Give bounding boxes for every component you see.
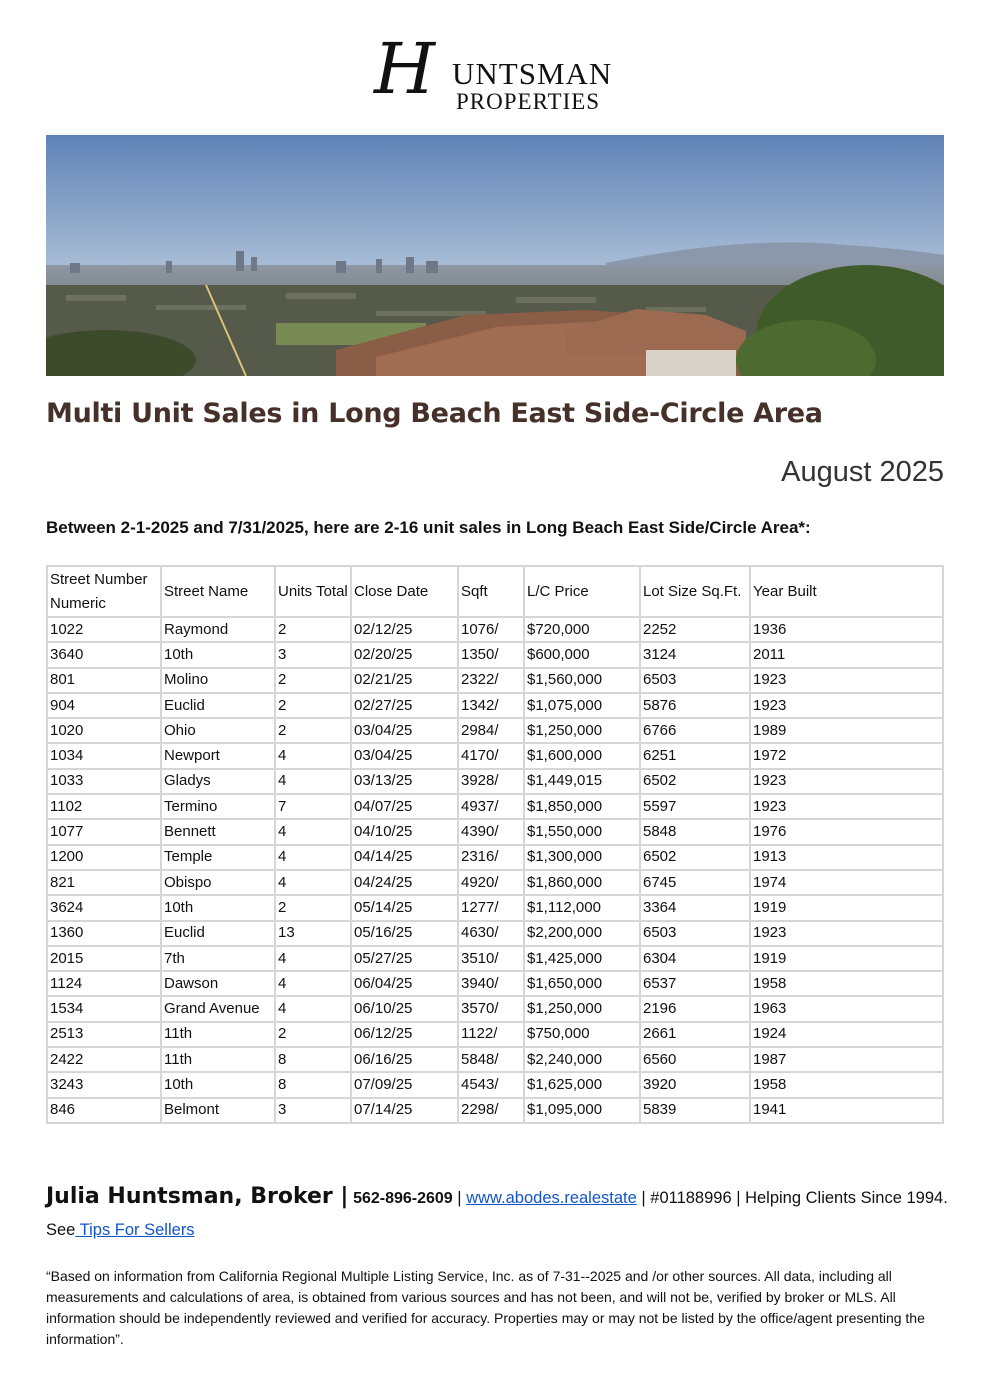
tips-line: [46, 1221, 195, 1240]
cell-close-date: 06/12/25: [351, 1022, 458, 1047]
cell-year-built: 1958: [750, 1072, 943, 1097]
cell-close-date: 03/04/25: [351, 718, 458, 743]
table-body: [47, 617, 943, 1123]
cell-street-number: 846: [47, 1098, 161, 1123]
cell-price: $1,075,000: [524, 693, 640, 718]
header-units-total: Units Total: [275, 566, 351, 617]
table-row: [47, 1098, 943, 1123]
cell-lot-size: 6766: [640, 718, 750, 743]
tips-prefix: See: [46, 1221, 76, 1239]
cell-year-built: 1923: [750, 693, 943, 718]
cell-street-name: 10th: [161, 1072, 275, 1097]
cell-price: $1,850,000: [524, 794, 640, 819]
cell-price: $1,425,000: [524, 946, 640, 971]
cell-sqft: 3510/: [458, 946, 524, 971]
cell-close-date: 06/10/25: [351, 996, 458, 1021]
header-year-built: Year Built: [750, 566, 943, 617]
cell-sqft: 2984/: [458, 718, 524, 743]
cell-year-built: 1923: [750, 794, 943, 819]
cell-price: $1,250,000: [524, 996, 640, 1021]
cell-year-built: 1924: [750, 1022, 943, 1047]
cell-street-name: Molino: [161, 668, 275, 693]
cell-price: $1,112,000: [524, 895, 640, 920]
cell-street-name: 10th: [161, 895, 275, 920]
cell-lot-size: 5839: [640, 1098, 750, 1123]
table-row: [47, 642, 943, 667]
cell-lot-size: 5848: [640, 819, 750, 844]
report-date: August 2025: [781, 456, 944, 488]
cell-units-total: 8: [275, 1072, 351, 1097]
table-header-row: [47, 566, 943, 617]
cell-street-number: 1022: [47, 617, 161, 642]
cell-sqft: 1122/: [458, 1022, 524, 1047]
cell-street-name: Temple: [161, 845, 275, 870]
cell-close-date: 03/04/25: [351, 743, 458, 768]
company-logo: [370, 28, 630, 120]
cell-units-total: 8: [275, 1047, 351, 1072]
cell-close-date: 02/12/25: [351, 617, 458, 642]
cell-street-number: 3640: [47, 642, 161, 667]
cell-street-number: 2422: [47, 1047, 161, 1072]
cell-price: $2,200,000: [524, 921, 640, 946]
cell-price: $600,000: [524, 642, 640, 667]
broker-phone: 562-896-2609: [353, 1190, 453, 1207]
cell-price: $1,449,015: [524, 769, 640, 794]
cell-sqft: 1350/: [458, 642, 524, 667]
cell-lot-size: 2661: [640, 1022, 750, 1047]
cell-year-built: 1958: [750, 971, 943, 996]
cell-units-total: 4: [275, 996, 351, 1021]
cell-year-built: 2011: [750, 642, 943, 667]
cell-year-built: 1941: [750, 1098, 943, 1123]
cell-street-name: Newport: [161, 743, 275, 768]
cell-street-number: 1020: [47, 718, 161, 743]
cell-year-built: 1923: [750, 921, 943, 946]
cell-close-date: 02/27/25: [351, 693, 458, 718]
header-close-date: Close Date: [351, 566, 458, 617]
cell-year-built: 1989: [750, 718, 943, 743]
intro-text: Between 2-1-2025 and 7/31/2025, here are 2-16 unit sales in Long Beach East Side/Circle Area*:: [46, 518, 811, 537]
table-row: [47, 819, 943, 844]
header-sqft: Sqft: [458, 566, 524, 617]
cell-street-name: Gladys: [161, 769, 275, 794]
cell-units-total: 13: [275, 921, 351, 946]
logo-initial: H: [374, 28, 436, 110]
cell-street-number: 3624: [47, 895, 161, 920]
table-row: [47, 718, 943, 743]
footer-license-text: | #01188996 | Helping Clients Since 1994.: [641, 1189, 948, 1207]
page-title: Multi Unit Sales in Long Beach East Side-Circle Area: [46, 398, 823, 429]
cell-price: $750,000: [524, 1022, 640, 1047]
cell-units-total: 2: [275, 1022, 351, 1047]
cell-units-total: 4: [275, 946, 351, 971]
cell-lot-size: 3920: [640, 1072, 750, 1097]
cell-street-number: 1124: [47, 971, 161, 996]
cell-street-name: Ohio: [161, 718, 275, 743]
table-row: [47, 845, 943, 870]
cell-units-total: 4: [275, 971, 351, 996]
cell-lot-size: 5597: [640, 794, 750, 819]
cell-sqft: 2322/: [458, 668, 524, 693]
sales-table: [46, 565, 944, 1124]
table-row: [47, 617, 943, 642]
cell-sqft: 4170/: [458, 743, 524, 768]
cell-year-built: 1923: [750, 668, 943, 693]
banner-photo: [46, 135, 944, 376]
cell-lot-size: 6304: [640, 946, 750, 971]
cell-units-total: 2: [275, 668, 351, 693]
cell-sqft: 2298/: [458, 1098, 524, 1123]
cell-sqft: 1076/: [458, 617, 524, 642]
cell-street-number: 3243: [47, 1072, 161, 1097]
table-row: [47, 693, 943, 718]
cell-price: $1,095,000: [524, 1098, 640, 1123]
header-lot-size: Lot Size Sq.Ft.: [640, 566, 750, 617]
cell-lot-size: 6745: [640, 870, 750, 895]
cell-year-built: 1963: [750, 996, 943, 1021]
cell-street-number: 1033: [47, 769, 161, 794]
cell-close-date: 06/16/25: [351, 1047, 458, 1072]
cell-close-date: 07/14/25: [351, 1098, 458, 1123]
cell-year-built: 1936: [750, 617, 943, 642]
cell-street-name: 11th: [161, 1022, 275, 1047]
cell-year-built: 1987: [750, 1047, 943, 1072]
cell-street-number: 801: [47, 668, 161, 693]
cell-units-total: 4: [275, 819, 351, 844]
cell-sqft: 4543/: [458, 1072, 524, 1097]
cell-lot-size: 3124: [640, 642, 750, 667]
cell-units-total: 3: [275, 1098, 351, 1123]
cell-street-name: 10th: [161, 642, 275, 667]
cell-street-name: 7th: [161, 946, 275, 971]
cell-price: $2,240,000: [524, 1047, 640, 1072]
cell-sqft: 4920/: [458, 870, 524, 895]
cell-sqft: 3940/: [458, 971, 524, 996]
cell-street-name: Dawson: [161, 971, 275, 996]
cell-units-total: 2: [275, 617, 351, 642]
cell-price: $1,560,000: [524, 668, 640, 693]
disclaimer: “Based on information from California Regional Multiple Listing Service, Inc. as of 7-31--2025 and /or other sources. All data, including all measurements and calculations of area, is obtained from various sources and has not been, and will not be, verified by broker or MLS. All information should be independently reviewed and verified for accuracy. Properties may or may not be listed by the office/agent presenting the information”.: [46, 1268, 925, 1347]
cell-year-built: 1976: [750, 819, 943, 844]
cell-price: $1,600,000: [524, 743, 640, 768]
table-row: [47, 971, 943, 996]
cell-street-name: Grand Avenue: [161, 996, 275, 1021]
cell-lot-size: 6502: [640, 769, 750, 794]
cell-year-built: 1919: [750, 946, 943, 971]
cell-street-number: 904: [47, 693, 161, 718]
cell-units-total: 3: [275, 642, 351, 667]
cell-units-total: 2: [275, 693, 351, 718]
cell-price: $1,300,000: [524, 845, 640, 870]
cell-sqft: 5848/: [458, 1047, 524, 1072]
cell-street-number: 1200: [47, 845, 161, 870]
cell-street-number: 1077: [47, 819, 161, 844]
cell-close-date: 05/27/25: [351, 946, 458, 971]
table-row: [47, 1072, 943, 1097]
footer-separator: |: [457, 1189, 462, 1207]
cell-lot-size: 6503: [640, 668, 750, 693]
cell-year-built: 1923: [750, 769, 943, 794]
logo-line2: PROPERTIES: [456, 89, 601, 114]
cell-price: $1,625,000: [524, 1072, 640, 1097]
cell-street-number: 1534: [47, 996, 161, 1021]
cell-units-total: 4: [275, 845, 351, 870]
cell-close-date: 06/04/25: [351, 971, 458, 996]
cell-year-built: 1913: [750, 845, 943, 870]
broker-footer: [46, 1184, 956, 1209]
header-price: L/C Price: [524, 566, 640, 617]
cell-street-name: Raymond: [161, 617, 275, 642]
cell-street-number: 821: [47, 870, 161, 895]
cell-lot-size: 3364: [640, 895, 750, 920]
cell-close-date: 02/20/25: [351, 642, 458, 667]
cell-sqft: 4630/: [458, 921, 524, 946]
table-row: [47, 743, 943, 768]
table-row: [47, 870, 943, 895]
cell-sqft: 4937/: [458, 794, 524, 819]
cell-street-number: 1034: [47, 743, 161, 768]
cell-street-number: 2513: [47, 1022, 161, 1047]
cell-street-number: 1102: [47, 794, 161, 819]
cell-sqft: 1277/: [458, 895, 524, 920]
table-row: [47, 921, 943, 946]
cell-street-name: Euclid: [161, 693, 275, 718]
table-row: [47, 996, 943, 1021]
table-row: [47, 1022, 943, 1047]
cell-street-name: Termino: [161, 794, 275, 819]
header-street-number: Street Number Numeric: [47, 566, 161, 617]
cell-close-date: 05/16/25: [351, 921, 458, 946]
cell-lot-size: 6537: [640, 971, 750, 996]
cell-sqft: 2316/: [458, 845, 524, 870]
cell-lot-size: 6503: [640, 921, 750, 946]
cell-units-total: 4: [275, 769, 351, 794]
cell-close-date: 05/14/25: [351, 895, 458, 920]
cell-street-name: Belmont: [161, 1098, 275, 1123]
cell-sqft: 3928/: [458, 769, 524, 794]
cell-close-date: 04/07/25: [351, 794, 458, 819]
cell-lot-size: 5876: [640, 693, 750, 718]
cell-sqft: 3570/: [458, 996, 524, 1021]
header-street-name: Street Name: [161, 566, 275, 617]
cell-street-name: 11th: [161, 1047, 275, 1072]
cell-close-date: 03/13/25: [351, 769, 458, 794]
cell-units-total: 2: [275, 718, 351, 743]
cell-lot-size: 6502: [640, 845, 750, 870]
website-link[interactable]: www.abodes.realestate: [466, 1189, 637, 1207]
cell-price: $1,550,000: [524, 819, 640, 844]
cell-close-date: 02/21/25: [351, 668, 458, 693]
cell-street-name: Euclid: [161, 921, 275, 946]
cell-units-total: 4: [275, 743, 351, 768]
table-row: [47, 794, 943, 819]
cell-close-date: 07/09/25: [351, 1072, 458, 1097]
table-row: [47, 1047, 943, 1072]
table-row: [47, 895, 943, 920]
cell-lot-size: 2196: [640, 996, 750, 1021]
logo-line1: UNTSMAN: [452, 56, 613, 91]
cell-price: $1,860,000: [524, 870, 640, 895]
cell-street-number: 2015: [47, 946, 161, 971]
cell-price: $1,650,000: [524, 971, 640, 996]
cell-units-total: 4: [275, 870, 351, 895]
tips-for-sellers-link[interactable]: Tips For Sellers: [75, 1221, 195, 1239]
table-row: [47, 668, 943, 693]
cell-year-built: 1919: [750, 895, 943, 920]
cell-year-built: 1972: [750, 743, 943, 768]
cell-price: $720,000: [524, 617, 640, 642]
table-row: [47, 946, 943, 971]
cell-units-total: 7: [275, 794, 351, 819]
table-row: [47, 769, 943, 794]
cell-lot-size: 6560: [640, 1047, 750, 1072]
broker-name: Julia Huntsman, Broker |: [46, 1184, 349, 1209]
cell-street-name: Bennett: [161, 819, 275, 844]
cell-close-date: 04/14/25: [351, 845, 458, 870]
cell-close-date: 04/10/25: [351, 819, 458, 844]
cell-units-total: 2: [275, 895, 351, 920]
cell-close-date: 04/24/25: [351, 870, 458, 895]
cell-lot-size: 2252: [640, 617, 750, 642]
cell-sqft: 4390/: [458, 819, 524, 844]
cell-lot-size: 6251: [640, 743, 750, 768]
cell-street-number: 1360: [47, 921, 161, 946]
cell-sqft: 1342/: [458, 693, 524, 718]
cell-price: $1,250,000: [524, 718, 640, 743]
cell-year-built: 1974: [750, 870, 943, 895]
cell-street-name: Obispo: [161, 870, 275, 895]
